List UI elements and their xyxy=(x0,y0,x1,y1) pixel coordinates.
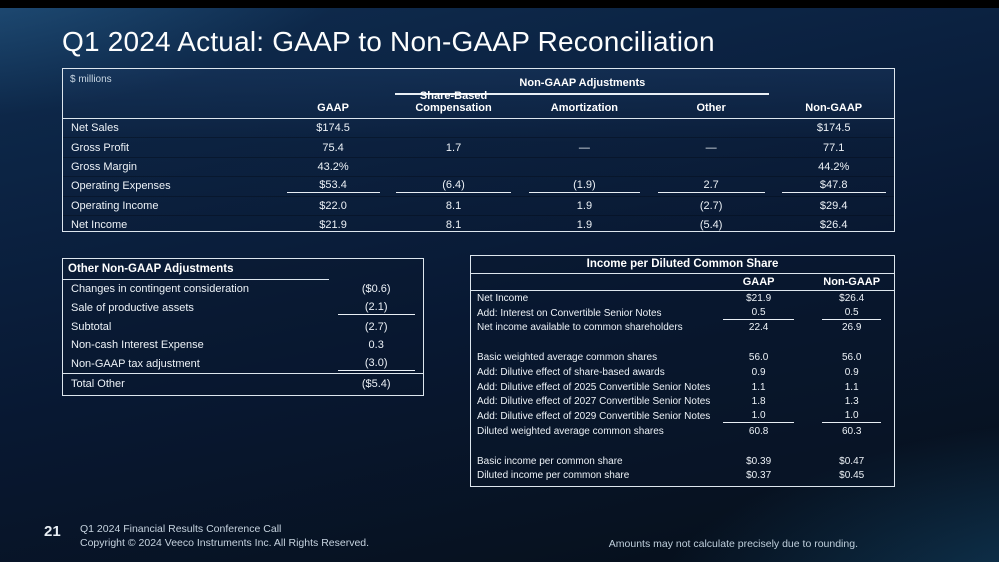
row-label: Net income available to common shareholders xyxy=(477,322,683,334)
column-headers-row xyxy=(63,90,894,118)
non-gaap-adjustments-header: Non-GAAP Adjustments xyxy=(519,77,646,89)
cell-value xyxy=(809,322,894,333)
cell-value xyxy=(708,470,810,481)
table-row xyxy=(471,380,894,395)
cell-value-text: 1.0 xyxy=(822,410,881,423)
cell-value xyxy=(773,200,893,212)
cell-value xyxy=(279,200,387,212)
footer-text xyxy=(80,523,369,550)
cell-value-text: 44.2% xyxy=(818,160,850,173)
cell-value xyxy=(773,142,893,154)
cell-value-text: 2.7 xyxy=(658,179,765,193)
cell-value xyxy=(279,219,387,231)
top-black-bar xyxy=(0,0,999,8)
table-row xyxy=(471,365,894,380)
cell-value-text: 8.1 xyxy=(445,199,462,212)
cell-value xyxy=(279,179,387,193)
column-header-amort: Amortization xyxy=(550,102,619,115)
table-row xyxy=(63,157,894,176)
cell-value xyxy=(520,200,649,212)
cell-value xyxy=(708,322,810,333)
cell-value xyxy=(329,357,423,371)
other-adjustments-body xyxy=(63,280,423,393)
column-header-gaap: GAAP xyxy=(742,276,775,288)
cell-value xyxy=(387,161,520,173)
cell-value-text: $0.47 xyxy=(839,455,865,467)
cell-value-text: (1.9) xyxy=(529,179,640,193)
table-row xyxy=(63,299,423,318)
table-row xyxy=(471,306,894,321)
cell-value xyxy=(329,339,423,351)
row-label: Add: Dilutive effect of 2029 Convertible Senior Notes xyxy=(477,411,711,423)
cell-value xyxy=(809,426,894,437)
cell-value xyxy=(329,301,423,315)
cell-value xyxy=(708,410,810,423)
row-label: Non-GAAP tax adjustment xyxy=(71,358,200,371)
cell-value xyxy=(708,293,810,304)
cell-value xyxy=(773,219,893,231)
table-row xyxy=(471,335,894,350)
cell-value xyxy=(649,179,774,193)
table-row xyxy=(471,424,894,439)
row-label: Add: Dilutive effect of share-based awards xyxy=(477,366,665,378)
cell-value xyxy=(708,426,810,437)
cell-value-text: — xyxy=(705,141,717,154)
cell-value xyxy=(708,456,810,467)
cell-value xyxy=(809,307,894,320)
cell-value xyxy=(773,122,893,134)
cell-value-text: (2.7) xyxy=(699,199,723,212)
cell-value xyxy=(387,179,520,193)
cell-value xyxy=(279,161,387,173)
cell-value xyxy=(387,200,520,212)
cell-value-text: 1.1 xyxy=(751,381,766,393)
table-row xyxy=(63,215,894,234)
cell-value xyxy=(387,219,520,231)
cell-value-text: $29.4 xyxy=(819,199,848,212)
reconciliation-table-header xyxy=(63,69,894,119)
table-row xyxy=(471,350,894,365)
cell-value xyxy=(329,378,423,390)
row-label: Basic income per common share xyxy=(477,455,623,467)
cell-value xyxy=(708,396,810,407)
cell-value-text: 0.5 xyxy=(723,307,794,320)
cell-value xyxy=(520,122,649,134)
cell-value xyxy=(329,283,423,295)
cell-value-text: 0.5 xyxy=(822,307,881,320)
cell-value xyxy=(329,321,423,333)
cell-value-text: 1.8 xyxy=(751,396,766,408)
row-label: Operating Expenses xyxy=(71,180,171,193)
column-header-gaap: GAAP xyxy=(317,102,349,115)
row-label: Gross Margin xyxy=(71,160,138,173)
cell-value-text: $174.5 xyxy=(816,122,851,135)
column-header-nongaap: Non-GAAP xyxy=(805,102,863,115)
cell-value-text: 1.0 xyxy=(723,410,794,423)
row-label: Add: Dilutive effect of 2025 Convertible Senior Notes xyxy=(477,381,711,393)
cell-value-text: 1.9 xyxy=(576,199,593,212)
table-row xyxy=(63,336,423,355)
cell-value-text: — xyxy=(578,141,590,154)
cell-value-text: $174.5 xyxy=(316,122,350,135)
table-row xyxy=(63,355,423,374)
other-adjustments-table xyxy=(62,258,424,396)
income-per-share-body xyxy=(471,291,894,483)
cell-value xyxy=(387,142,520,154)
cell-value-text: $21.9 xyxy=(319,219,347,232)
cell-value-text: (2.7) xyxy=(364,320,388,333)
row-label: Net Sales xyxy=(71,122,119,135)
cell-value-text: $47.8 xyxy=(782,179,886,193)
cell-value xyxy=(708,382,810,393)
cell-value-text: $0.45 xyxy=(839,470,865,482)
cell-value-text: 8.1 xyxy=(445,219,462,232)
page-title: Q1 2024 Actual: GAAP to Non-GAAP Reconciliation xyxy=(62,26,715,57)
footer-line-2: Copyright © 2024 Veeco Instruments Inc. All Rights Reserved. xyxy=(80,536,370,549)
cell-value-text: $0.39 xyxy=(746,455,772,467)
table-row xyxy=(471,291,894,306)
cell-value xyxy=(809,352,894,363)
cell-value xyxy=(773,161,893,173)
cell-value-text: ($5.4) xyxy=(361,377,391,390)
cell-value-text: (3.0) xyxy=(338,357,415,371)
row-label: Add: Interest on Convertible Senior Notes xyxy=(477,307,662,319)
cell-value-text: 56.0 xyxy=(841,352,862,364)
cell-value xyxy=(279,142,387,154)
cell-value-text: $22.0 xyxy=(319,199,347,212)
cell-value xyxy=(520,219,649,231)
cell-value-text: 1.7 xyxy=(445,141,462,154)
cell-value xyxy=(809,367,894,378)
row-label: Net Income xyxy=(71,219,128,232)
cell-value-text: 1.1 xyxy=(844,381,859,393)
cell-value-text: $0.37 xyxy=(746,470,772,482)
cell-value-text: (6.4) xyxy=(396,179,510,193)
row-label: Changes in contingent consideration xyxy=(71,283,249,296)
cell-value-text: $26.4 xyxy=(839,292,865,304)
row-label: Diluted weighted average common shares xyxy=(477,426,664,438)
gaap-reconciliation-table xyxy=(62,68,895,232)
cell-value-text: (5.4) xyxy=(699,219,723,232)
cell-value xyxy=(809,410,894,423)
row-label: Subtotal xyxy=(71,320,112,333)
table-row xyxy=(471,454,894,469)
footer-line-1: Q1 2024 Financial Results Conference Call xyxy=(80,523,282,535)
cell-value-text: 43.2% xyxy=(317,160,349,173)
column-header-empty xyxy=(63,115,279,118)
cell-value xyxy=(279,122,387,134)
units-label: $ millions xyxy=(70,74,112,85)
table-row xyxy=(471,439,894,454)
cell-value xyxy=(649,219,774,231)
row-label: Net Income xyxy=(477,292,529,304)
cell-value-text: 1.3 xyxy=(844,396,859,408)
column-header-other: Other xyxy=(696,102,726,115)
rounding-note: Amounts may not calculate precisely due to rounding. xyxy=(608,538,858,550)
cell-value xyxy=(708,367,810,378)
cell-value-text: 77.1 xyxy=(822,141,845,154)
cell-value-text: 0.9 xyxy=(751,366,766,378)
table-row xyxy=(63,280,423,299)
cell-value xyxy=(649,200,774,212)
income-per-share-title: Income per Diluted Common Share xyxy=(471,256,894,274)
table-row xyxy=(63,176,894,195)
page-number: 21 xyxy=(44,523,61,540)
cell-value-text: 56.0 xyxy=(748,352,769,364)
cell-value-text: 60.8 xyxy=(748,426,769,438)
table-row xyxy=(63,317,423,336)
cell-value-text: $21.9 xyxy=(746,292,772,304)
cell-value xyxy=(649,142,774,154)
row-label: Sale of productive assets xyxy=(71,302,194,315)
cell-value-text: 0.3 xyxy=(368,339,384,352)
table-row xyxy=(471,395,894,410)
cell-value xyxy=(649,161,774,173)
cell-value xyxy=(809,470,894,481)
cell-value-text: (2.1) xyxy=(338,301,415,315)
cell-value xyxy=(809,382,894,393)
table-row xyxy=(471,321,894,336)
cell-value-text: 60.3 xyxy=(841,426,862,438)
cell-value xyxy=(387,122,520,134)
cell-value xyxy=(809,293,894,304)
cell-value-text: $53.4 xyxy=(287,179,380,193)
cell-value xyxy=(809,396,894,407)
cell-value-text: 0.9 xyxy=(844,366,859,378)
cell-value-text: $26.4 xyxy=(819,219,848,232)
other-adjustments-title: Other Non-GAAP Adjustments xyxy=(63,259,423,280)
table-row xyxy=(63,119,894,137)
cell-value xyxy=(809,456,894,467)
column-header-sbc: Share-Based Compensation xyxy=(415,89,492,115)
cell-value-text: 75.4 xyxy=(322,141,344,154)
cell-value xyxy=(649,122,774,134)
row-label: Total Other xyxy=(71,377,125,390)
cell-value-text: ($0.6) xyxy=(361,283,391,296)
cell-value-text: 22.4 xyxy=(748,322,769,334)
cell-value xyxy=(708,352,810,363)
table-row xyxy=(471,409,894,424)
income-per-share-header-row xyxy=(471,274,894,291)
row-label: Non-cash Interest Expense xyxy=(71,339,204,352)
row-label: Add: Dilutive effect of 2027 Convertible Senior Notes xyxy=(477,396,711,408)
income-per-share-table xyxy=(470,255,895,487)
cell-value-text: 26.9 xyxy=(841,322,862,334)
cell-value xyxy=(773,179,893,193)
cell-value xyxy=(708,307,810,320)
cell-value xyxy=(520,179,649,193)
cell-value xyxy=(520,142,649,154)
table-row xyxy=(63,196,894,215)
table-row xyxy=(63,137,894,156)
cell-value-text: 1.9 xyxy=(576,219,593,232)
row-label: Basic weighted average common shares xyxy=(477,352,658,364)
table-row xyxy=(471,469,894,484)
reconciliation-table-body xyxy=(63,119,894,234)
row-label: Gross Profit xyxy=(71,141,130,154)
table-row xyxy=(63,373,423,393)
row-label: Diluted income per common share xyxy=(477,470,630,482)
cell-value xyxy=(520,161,649,173)
row-label: Operating Income xyxy=(71,199,159,212)
column-header-nongaap: Non-GAAP xyxy=(823,276,881,288)
